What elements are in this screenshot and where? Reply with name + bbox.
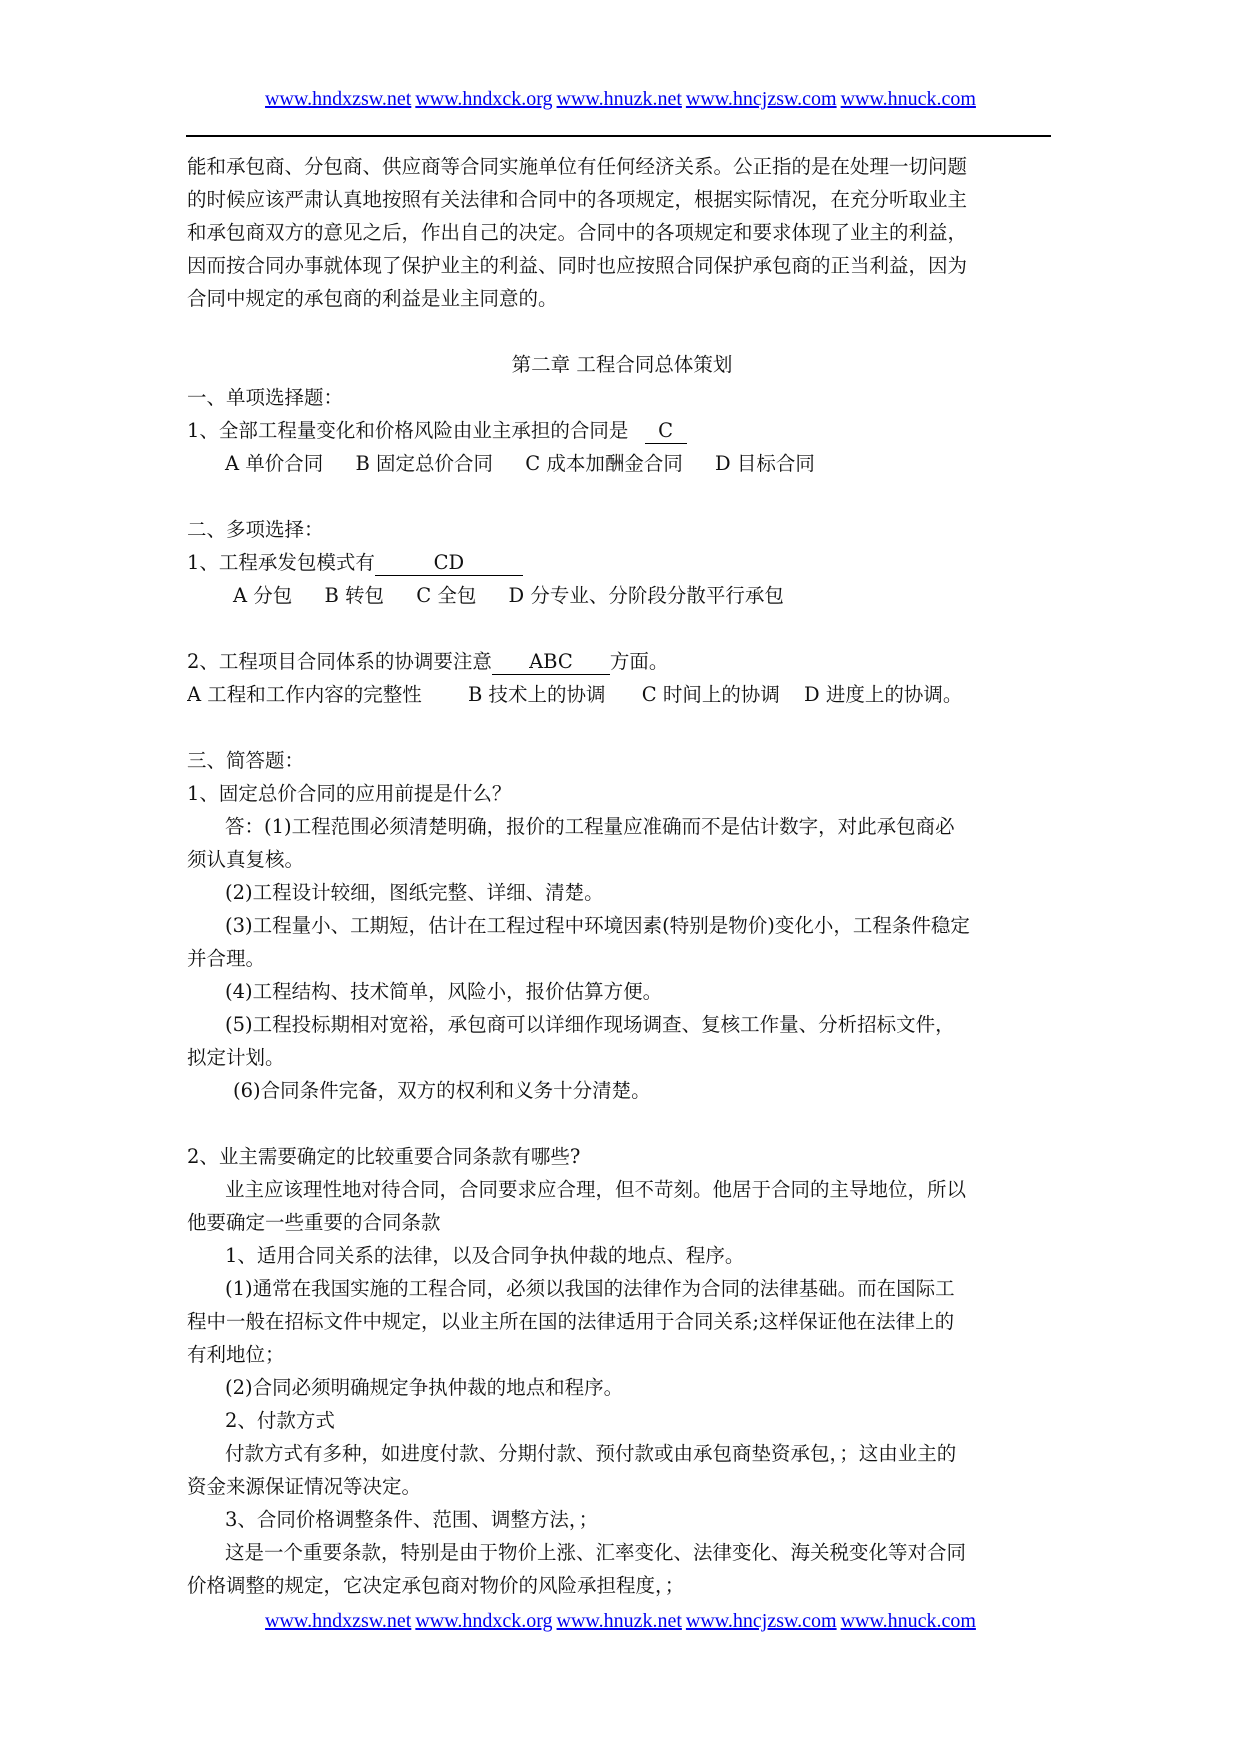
page-footer [0,1610,1241,1633]
answer-blank: CD [375,551,523,576]
answer-line: 资金来源保证情况等决定。 [187,1475,422,1498]
option: B 固定总价合同 [355,452,494,475]
answer-line: 答：(1)工程范围必须清楚明确，报价的工程量应准确而不是估计数字，对此承包商必 [225,815,955,838]
answer-line: (4)工程结构、技术简单，风险小，报价估算方便。 [225,980,663,1003]
answer-line: 付款方式有多种，如进度付款、分期付款、预付款或由承包商垫资承包，；这由业主的 [225,1442,957,1465]
answer-blank: C [645,419,687,444]
section-heading: 三、简答题： [187,749,305,772]
chapter-title: 第二章 工程合同总体策划 [511,353,733,376]
answer-line: (3)工程量小、工期短，估计在工程过程中环境因素(特别是物价)变化小，工程条件稳定 [225,914,970,937]
answer-line: 并合理。 [187,947,266,970]
footer-link[interactable]: www.hndxck.org [415,1610,553,1632]
document-body [187,150,1057,1602]
question-line [187,414,1057,447]
intro-line: 能和承包商、分包商、供应商等合同实施单位有任何经济关系。公正指的是在处理一切问题 [187,155,968,178]
question-text: 2、业主需要确定的比较重要合同条款有哪些? [187,1145,581,1168]
question-suffix: 方面。 [609,650,669,673]
option: C 时间上的协调 [641,683,780,706]
intro-line: 合同中规定的承包商的利益是业主同意的。 [187,287,558,310]
intro-line: 因而按合同办事就体现了保护业主的利益、同时也应按照合同保护承包商的正当利益，因为 [187,254,968,277]
header-divider [186,135,1051,137]
options-line [187,579,1057,612]
answer-line: 2、付款方式 [225,1409,335,1432]
header-link[interactable]: www.hncjzsw.com [685,88,837,110]
option: B 技术上的协调 [467,683,606,706]
section-heading: 二、多项选择： [187,518,324,541]
section-heading: 一、单项选择题： [187,386,344,409]
question-text: 2、工程项目合同体系的协调要注意 [187,650,492,673]
page-header [0,88,1241,111]
answer-line: (2)合同必须明确规定争执仲裁的地点和程序。 [225,1376,624,1399]
answer-line: 程中一般在招标文件中规定，以业主所在国的法律适用于合同关系;这样保证他在法律上的 [187,1310,955,1333]
option: C 全包 [416,584,477,607]
answer-line: 拟定计划。 [187,1046,285,1069]
options-line [187,447,1057,480]
options-line [187,678,1057,711]
intro-line: 的时候应该严肃认真地按照有关法律和合同中的各项规定，根据实际情况，在充分听取业主 [187,188,968,211]
answer-line: (6)合同条件完备，双方的权利和义务十分清楚。 [233,1079,651,1102]
question-text: 1、工程承发包模式有 [187,551,375,574]
option: D 目标合同 [715,452,815,475]
answer-line: 须认真复核。 [187,848,305,871]
answer-line: (1)通常在我国实施的工程合同，必须以我国的法律作为合同的法律基础。而在国际工 [225,1277,955,1300]
answer-line: 这是一个重要条款，特别是由于物价上涨、汇率变化、法律变化、海关税变化等对合同 [225,1541,967,1564]
footer-link[interactable]: www.hnuzk.net [556,1610,682,1632]
question-text: 1、固定总价合同的应用前提是什么？ [187,782,512,805]
answer-line: 他要确定一些重要的合同条款 [187,1211,441,1234]
answer-line: 1、适用合同关系的法律，以及合同争执仲裁的地点、程序。 [225,1244,745,1267]
footer-link[interactable]: www.hncjzsw.com [685,1610,837,1632]
option: D 进度上的协调。 [804,683,963,706]
question-text: 1、全部工程量变化和价格风险由业主承担的合同是 [187,419,629,442]
option: A 单价合同 [225,452,324,475]
header-link[interactable]: www.hndxck.org [415,88,553,110]
option: A 工程和工作内容的完整性 [187,683,422,706]
option: D 分专业、分阶段分散平行承包 [508,584,784,607]
option: A 分包 [233,584,293,607]
option: B 转包 [324,584,385,607]
question-line [187,645,1057,678]
footer-link[interactable]: www.hndxzsw.net [265,1610,412,1632]
answer-line: 有利地位； [187,1343,285,1366]
question-line [187,546,1057,579]
answer-line: 3、合同价格调整条件、范围、调整方法，； [225,1508,599,1531]
footer-link[interactable]: www.hnuck.com [840,1610,976,1632]
answer-blank: ABC [492,650,610,675]
header-link[interactable]: www.hnuck.com [840,88,976,110]
answer-line: 价格调整的规定，它决定承包商对物价的风险承担程度，； [187,1574,685,1597]
answer-line: 业主应该理性地对待合同，合同要求应合理，但不苛刻。他居于合同的主导地位，所以 [225,1178,967,1201]
answer-line: (5)工程投标期相对宽裕，承包商可以详细作现场调查、复核工作量、分析招标文件， [225,1013,955,1036]
header-link[interactable]: www.hndxzsw.net [265,88,412,110]
header-link[interactable]: www.hnuzk.net [556,88,682,110]
answer-line: (2)工程设计较细，图纸完整、详细、清楚。 [225,881,604,904]
option: C 成本加酬金合同 [525,452,683,475]
intro-line: 和承包商双方的意见之后，作出自己的决定。合同中的各项规定和要求体现了业主的利益， [187,221,968,244]
